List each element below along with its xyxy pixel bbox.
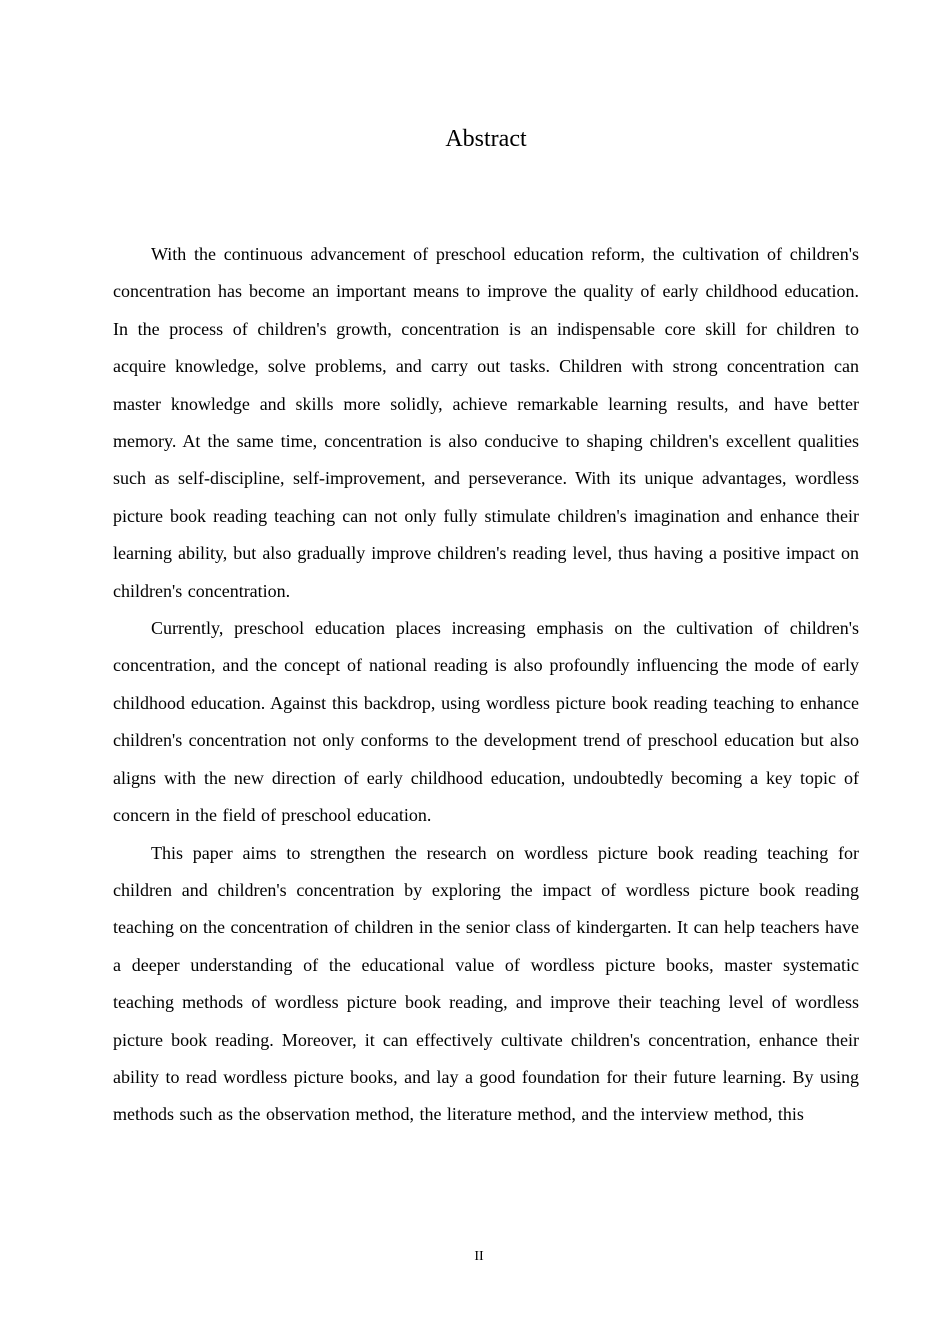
abstract-paragraph-3: This paper aims to strengthen the research on wordless picture book reading teaching for children and children's concentration by exploring the impact of wordless picture book reading teaching on the concentration of children in the senior class of kindergarten. It can help teachers have a deeper understanding of the educational value of wordless picture books, master systematic teaching methods of wordless picture book reading, and improve their teaching level of wordless picture book reading. Moreover, it can effectively cultivate children's concentration, enhance their ability to read wordless picture books, and lay a good foundation for their future learning. By using methods such as the observation method, the literature method, and the interview method, this: [113, 842, 859, 1125]
page-title: Abstract: [445, 126, 527, 152]
abstract-paragraph-1: With the continuous advancement of preschool education reform, the cultivation of children's concentration has become an important means to improve the quality of early childhood education. In the process of children's growth, concentration is an indispensable core skill for children to acquire knowledge, solve problems, and carry out tasks. Children with strong concentration can master knowledge and skills more solidly, achieve remarkable learning results, and have better memory. At the same time, concentration is also conducive to shaping children's excellent qualities such as self-discipline, self-improvement, and perseverance. With its unique advantages, wordless picture book reading teaching can not only fully stimulate children's imagination and enhance their learning ability, but also gradually improve children's reading level, thus having a positive impact on children's concentration.: [113, 244, 859, 601]
abstract-paragraph-2: Currently, preschool education places increasing emphasis on the cultivation of children's concentration, and the concept of national reading is also profoundly influencing the mode of early childhood education. Against this backdrop, using wordless picture book reading teaching to enhance children's concentration not only conforms to the development trend of preschool education but also aligns with the new direction of early childhood education, undoubtedly becoming a key topic of concern in the field of preschool education.: [113, 618, 859, 826]
page-number: II: [474, 1249, 484, 1264]
abstract-body: [113, 236, 859, 1134]
